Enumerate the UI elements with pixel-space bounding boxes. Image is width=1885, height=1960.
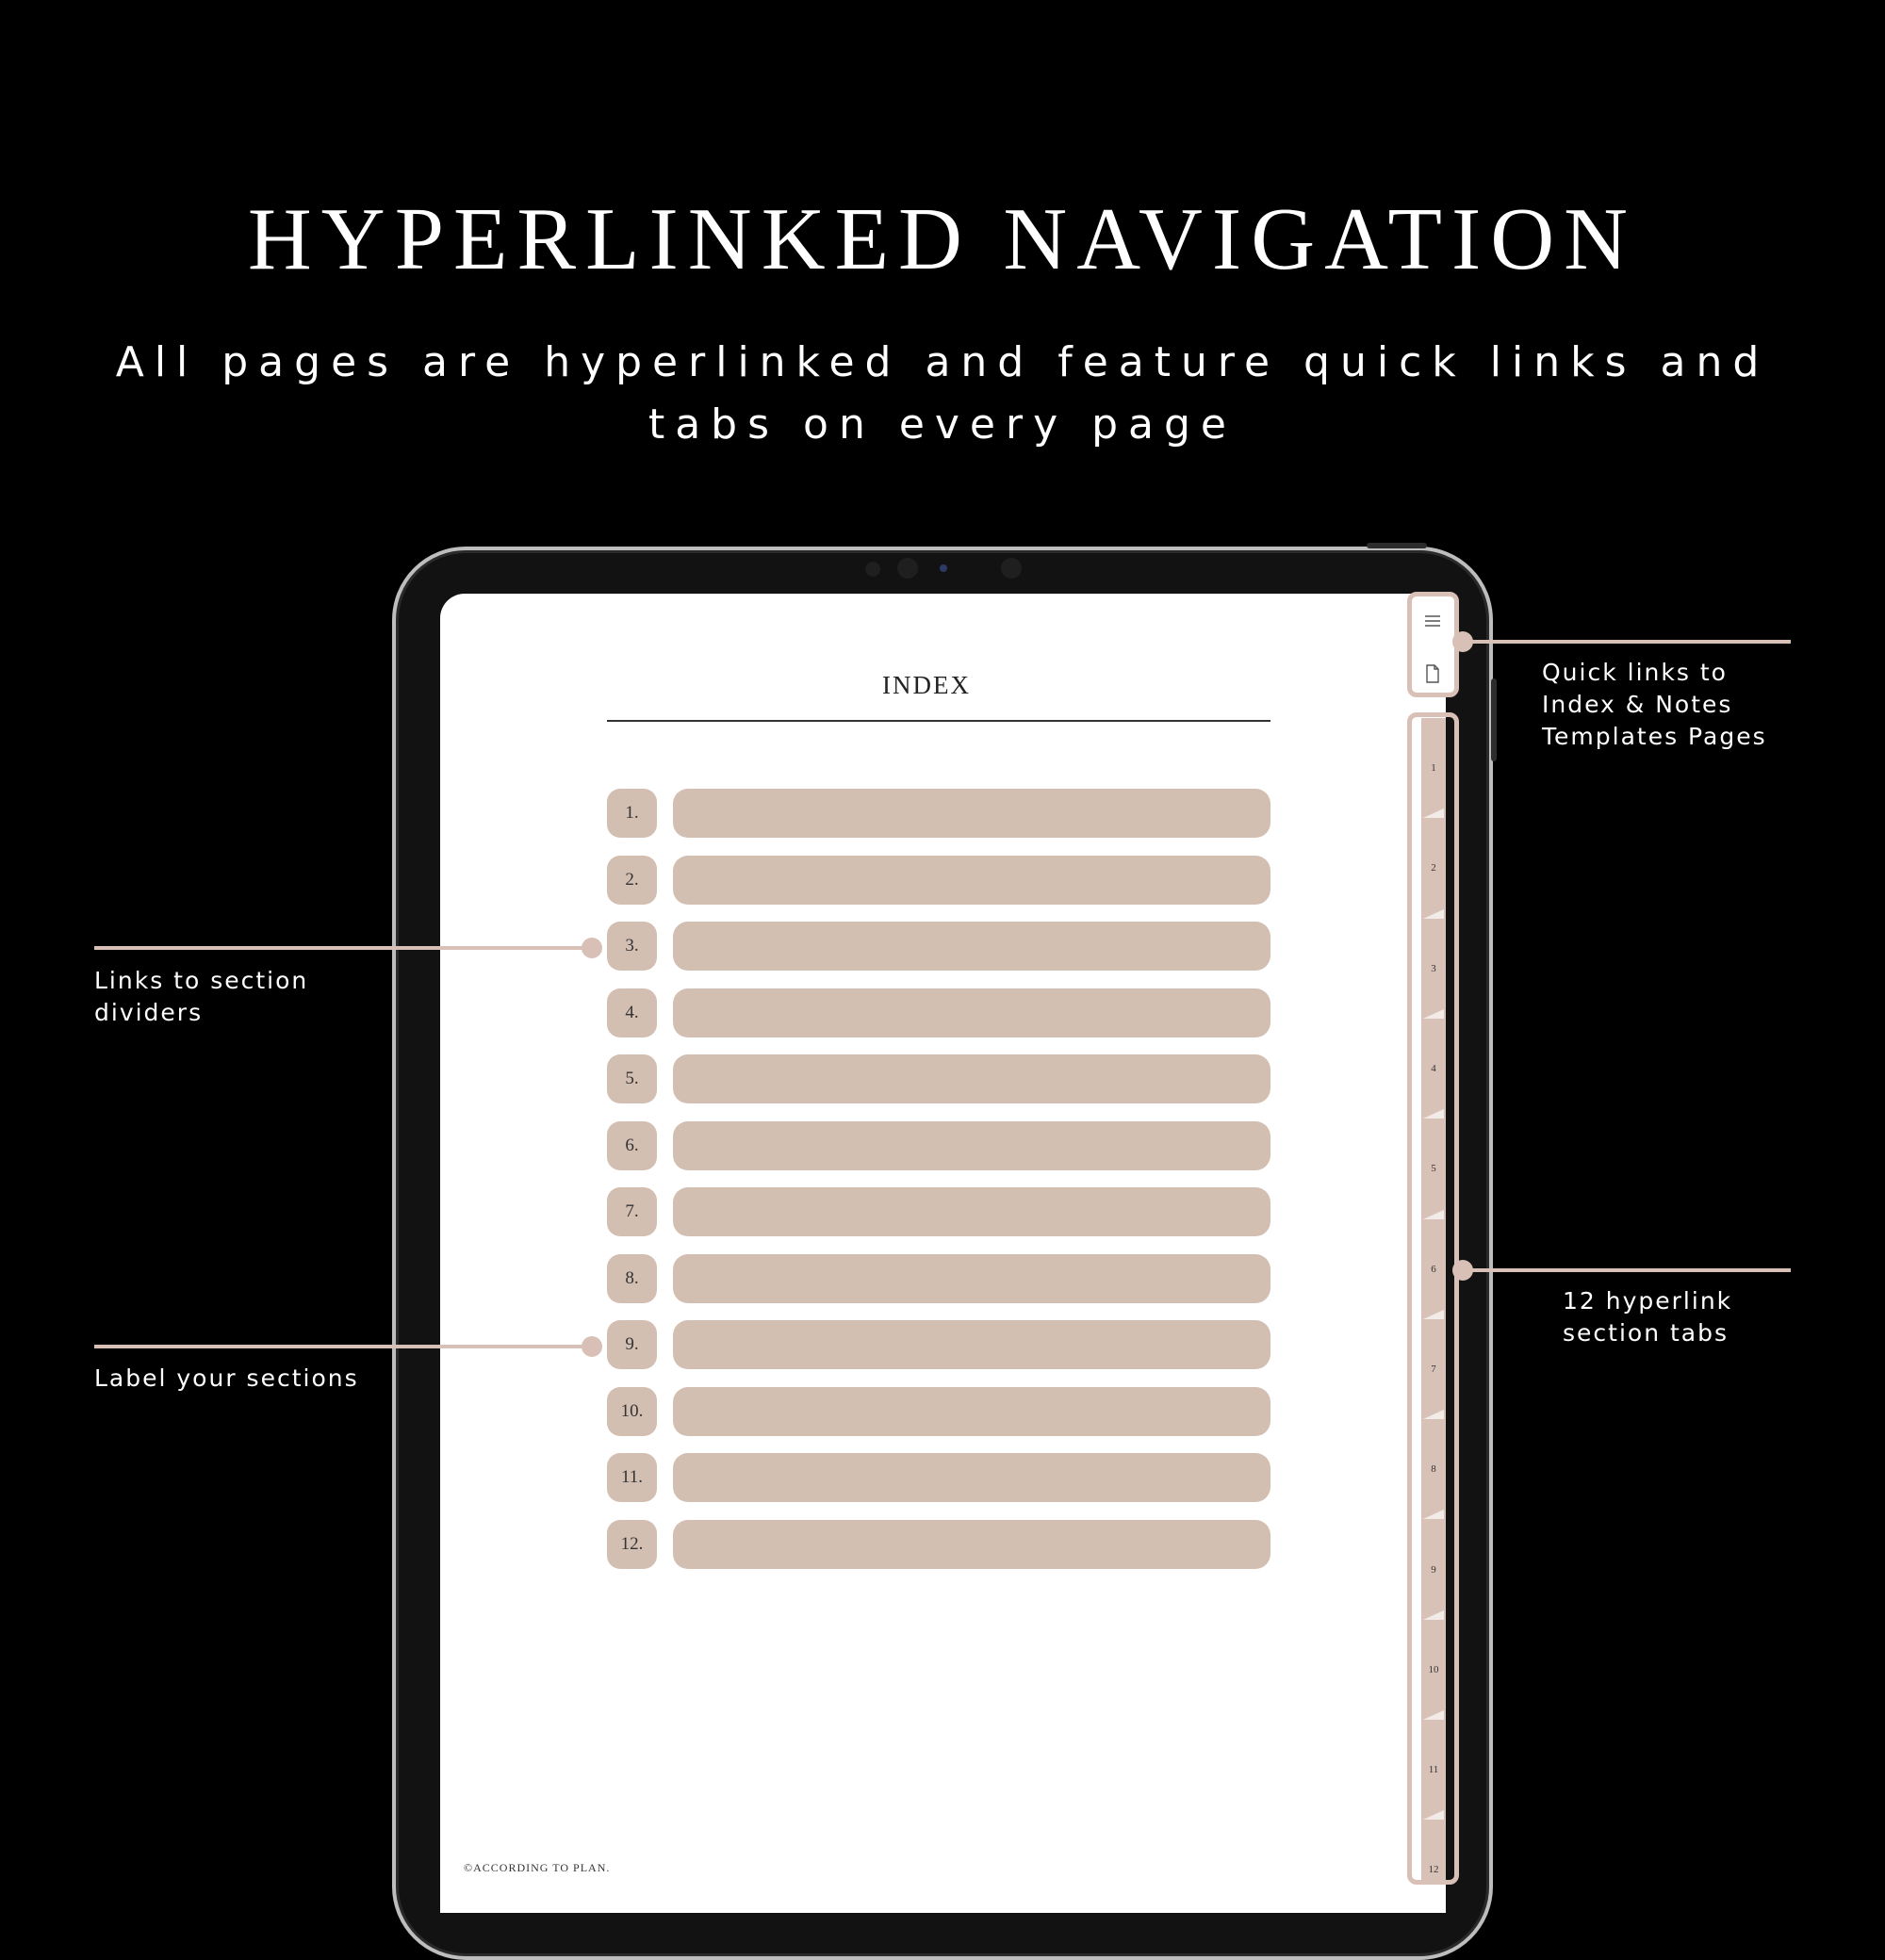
section-label-field[interactable] xyxy=(673,1453,1270,1502)
section-label-field[interactable] xyxy=(673,1320,1270,1369)
tab-divider-notch xyxy=(1423,1510,1444,1519)
section-tab-7[interactable]: 7 xyxy=(1431,1363,1436,1375)
tab-divider-notch xyxy=(1423,1810,1444,1820)
callout-label-sections: Label your sections xyxy=(94,1364,359,1392)
callout-dot xyxy=(582,1336,602,1357)
section-label-field[interactable] xyxy=(673,1121,1270,1170)
callout-line xyxy=(94,946,592,950)
section-tab-5[interactable]: 5 xyxy=(1431,1163,1436,1175)
section-number-button[interactable]: 3. xyxy=(607,922,657,971)
copyright-footer: ©ACCORDING TO PLAN. xyxy=(464,1861,611,1874)
index-title: INDEX xyxy=(882,671,971,699)
callout-section-tabs: 12 hyperlink section tabs xyxy=(1563,1287,1733,1347)
tab-divider-notch xyxy=(1423,1710,1444,1720)
subheadline: All pages are hyperlinked and feature quick links and tabs on every page xyxy=(115,338,1770,449)
tab-divider-notch xyxy=(1423,808,1444,818)
section-number-button[interactable]: 4. xyxy=(607,988,657,1037)
tab-divider-notch xyxy=(1423,1210,1444,1219)
section-label-field[interactable] xyxy=(673,988,1270,1037)
tab-divider-notch xyxy=(1423,1009,1444,1019)
section-tab-1[interactable]: 1 xyxy=(1431,762,1436,775)
section-label-field[interactable] xyxy=(673,856,1270,905)
section-number-button[interactable]: 12. xyxy=(607,1520,657,1569)
front-camera xyxy=(897,558,918,579)
section-tab-3[interactable]: 3 xyxy=(1431,962,1436,974)
section-label-field[interactable] xyxy=(673,1387,1270,1436)
title-divider xyxy=(607,720,1270,722)
tab-divider-notch xyxy=(1423,1610,1444,1620)
section-number-button[interactable]: 9. xyxy=(607,1320,657,1369)
section-label-field[interactable] xyxy=(673,922,1270,971)
section-number-button[interactable]: 8. xyxy=(607,1254,657,1303)
section-label-field[interactable] xyxy=(673,1520,1270,1569)
callout-dot xyxy=(582,938,602,958)
section-number-button[interactable]: 1. xyxy=(607,789,657,838)
section-tab-9[interactable]: 9 xyxy=(1431,1563,1436,1576)
menu-lines-icon[interactable] xyxy=(1420,607,1445,635)
section-number-button[interactable]: 10. xyxy=(607,1387,657,1436)
section-label-field[interactable] xyxy=(673,1187,1270,1236)
document-page-icon[interactable] xyxy=(1420,660,1445,688)
callout-section-dividers: Links to section dividers xyxy=(94,967,309,1026)
tab-divider-notch xyxy=(1423,1310,1444,1319)
callout-quick-links: Quick links to Index & Notes Templates Pages xyxy=(1542,659,1767,750)
callout-dot xyxy=(1452,631,1473,652)
section-number-button[interactable]: 6. xyxy=(607,1121,657,1170)
section-label-field[interactable] xyxy=(673,789,1270,838)
section-tab-4[interactable]: 4 xyxy=(1431,1063,1436,1075)
section-tab-8[interactable]: 8 xyxy=(1431,1463,1436,1476)
volume-down-button xyxy=(1491,712,1497,761)
front-camera xyxy=(1001,558,1022,579)
tab-divider-notch xyxy=(1423,1410,1444,1419)
tab-divider-notch xyxy=(1423,1109,1444,1119)
section-number-button[interactable]: 11. xyxy=(607,1453,657,1502)
section-number-button[interactable]: 2. xyxy=(607,856,657,905)
section-label-field[interactable] xyxy=(673,1254,1270,1303)
callout-dot xyxy=(1452,1260,1473,1281)
callout-line xyxy=(1463,640,1791,644)
front-camera xyxy=(940,564,947,572)
section-number-button[interactable]: 7. xyxy=(607,1187,657,1236)
headline: HYPERLINKED NAVIGATION xyxy=(247,190,1638,288)
section-tab-2[interactable]: 2 xyxy=(1431,862,1436,874)
callout-line xyxy=(94,1345,592,1348)
section-tab-10[interactable]: 10 xyxy=(1428,1663,1439,1675)
section-label-field[interactable] xyxy=(673,1054,1270,1103)
front-camera xyxy=(865,562,880,577)
top-button xyxy=(1367,543,1427,548)
section-number-button[interactable]: 5. xyxy=(607,1054,657,1103)
section-tab-12[interactable]: 12 xyxy=(1428,1864,1439,1876)
section-tab-6[interactable]: 6 xyxy=(1431,1263,1436,1275)
tab-divider-notch xyxy=(1423,909,1444,919)
callout-line xyxy=(1463,1268,1791,1272)
section-tab-11[interactable]: 11 xyxy=(1428,1764,1439,1776)
